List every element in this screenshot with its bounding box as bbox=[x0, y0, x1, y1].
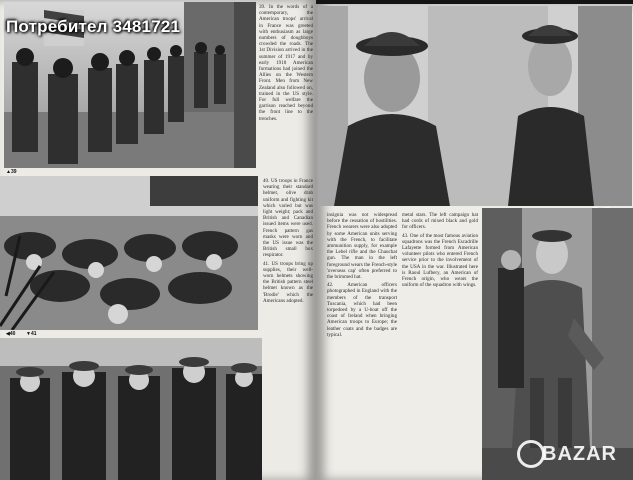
paragraph-39: 39. In the words of a contemporary, the American troops' arrival in France was greeted with enthusiasm as large numbers of doughboys crowded the roads. The 1st Division arrived in the summer of 1917 and by early 1918 American formations had joined the Allies on the Western Front. Men from New Zealand also followed on, trained in the US style. For full welfare the garrison reached beyond the front line to the trenches. bbox=[259, 4, 313, 122]
text-column-middle-left bbox=[263, 178, 313, 478]
caption-number-39: ▲39 bbox=[6, 169, 17, 175]
soldiers-with-rifles-photo-image bbox=[0, 176, 258, 330]
paragraph-41: 41. US troops bring up supplies, their well-worn helmets showing the British pattern steel helmet known as the 'Brodie' which the Americans adopted. bbox=[263, 260, 313, 304]
bazar-logo-text: BAZAR bbox=[542, 443, 617, 465]
paragraph-40: 40. US troops in France wearing their standard helmet, olive drab uniform and fighting kit which varied but was light weight; pack and British and Canadian issued items were used. French pattern gas masks were worn and the US issue was the British small box respirator. bbox=[263, 178, 313, 259]
bazar-logo-icon bbox=[517, 440, 545, 468]
photo-soldiers-marching-closeup bbox=[0, 338, 262, 480]
photo-aviator bbox=[482, 208, 633, 480]
text-column-middle-center bbox=[327, 212, 397, 476]
paragraph-43a: metal stars. The left campaign hat had cords of mixed black and gold for officers. bbox=[402, 212, 478, 231]
two-officers-photo-image bbox=[318, 6, 632, 206]
photo-two-officers bbox=[318, 6, 632, 206]
caption-number-40: ◀40 bbox=[6, 331, 16, 337]
paragraph-42b: 42. American officers photographed in England with the members of the transport Tuscania, which had been torpedoed by a U-boat off the coast of Ireland when bringing American troops to Europe; the leather coats and the badges are typical. bbox=[327, 282, 397, 338]
text-column-middle-right bbox=[402, 212, 478, 476]
soldiers-marching-closeup-photo-image bbox=[0, 338, 262, 480]
photo-soldiers-with-rifles bbox=[0, 176, 258, 330]
text-column-top bbox=[259, 4, 313, 174]
caption-number-41: ▼41 bbox=[26, 331, 37, 337]
aviator-photo-image bbox=[482, 208, 633, 480]
watermark-username: Потребител 3481721 bbox=[6, 17, 181, 36]
paragraph-42a: insignia was not widespread before the cessation of hostilities. French wearers were also adopted by some American units serving with the French, to facilitate ammunition supply, for example the Lebel rifle and the Chauchat gun. The man in the left foreground wears the French-style 'overseas cap' often preferred to the brimmed hat. bbox=[327, 212, 397, 281]
paragraph-43b: 43. One of the most famous aviation squadrons was the French Escadrille Lafayette formed from American volunteer pilots who entered French service prior to the involvement of the USA in the war. Illustrated here is Raoul Lufbery, an American of French origin, who wears the uniform of the squadron with wings. bbox=[402, 232, 478, 289]
